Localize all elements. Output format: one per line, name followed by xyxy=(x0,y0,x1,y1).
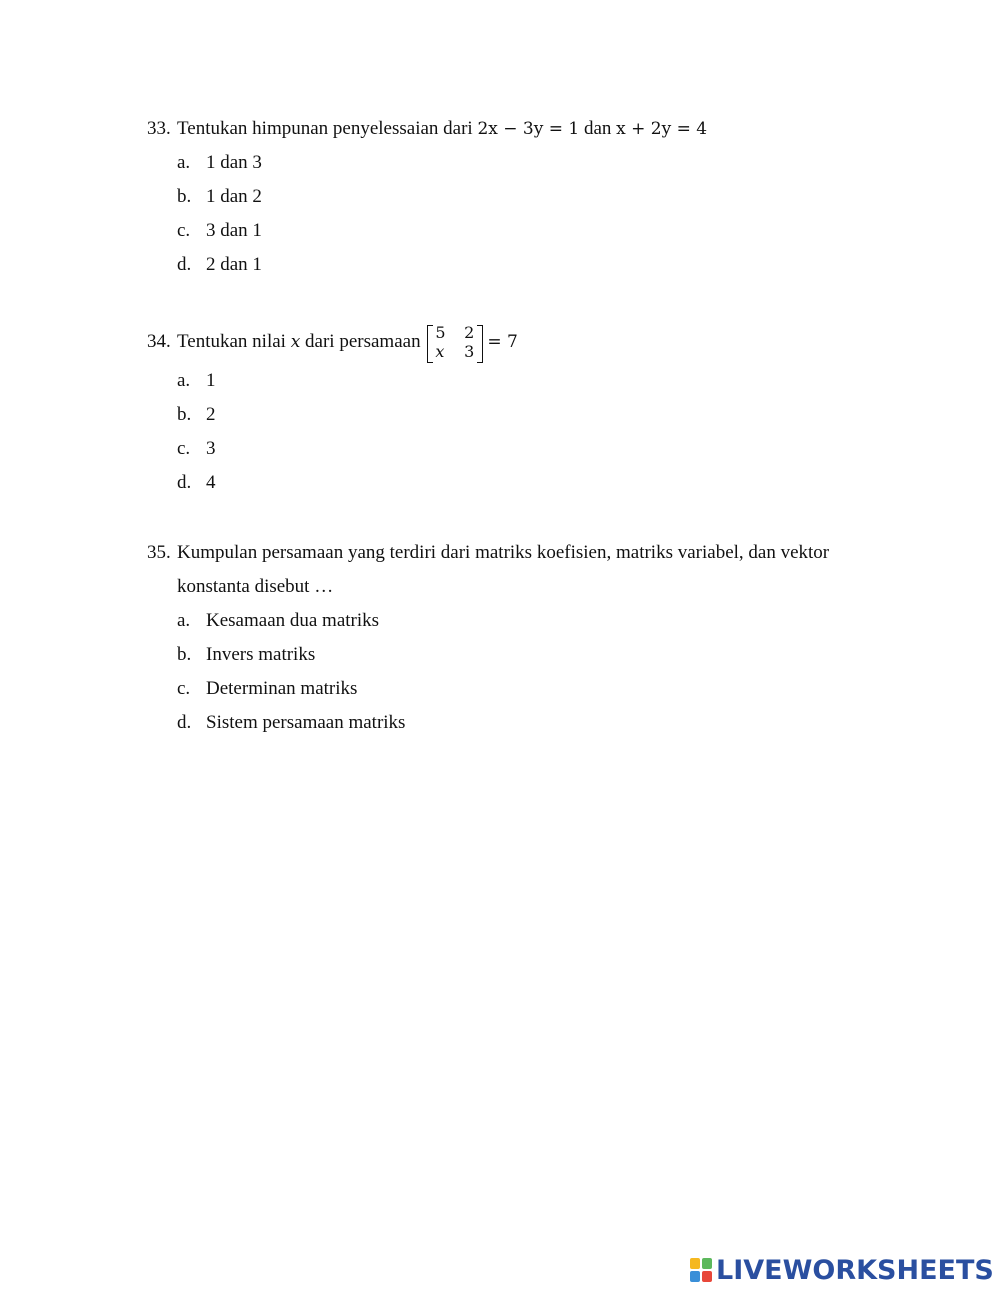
option-a[interactable] xyxy=(147,146,867,180)
option-letter: c. xyxy=(177,438,191,459)
question-number: 34. xyxy=(147,331,171,352)
question-text: Kumpulan persamaan yang terdiri dari matriks koefisien, matriks variabel, dan vektor xyxy=(177,542,830,563)
question-34 xyxy=(147,320,867,500)
option-letter: b. xyxy=(177,644,192,665)
option-text: 1 xyxy=(206,370,216,391)
option-text: 1 dan 3 xyxy=(206,152,262,173)
option-d[interactable] xyxy=(147,706,867,740)
option-text: Sistem persamaan matriks xyxy=(206,712,406,733)
option-letter: a. xyxy=(177,370,191,391)
option-text: Invers matriks xyxy=(206,644,316,665)
option-d[interactable] xyxy=(147,466,867,500)
option-text: 1 dan 2 xyxy=(206,186,262,207)
variable-x: x xyxy=(290,332,301,352)
question-text-after: dari persamaan xyxy=(300,331,426,352)
option-b[interactable] xyxy=(147,638,867,672)
matrix-cell-11: 5 xyxy=(435,322,446,342)
logo-mark-square xyxy=(690,1271,700,1282)
question-text-continued: konstanta disebut … xyxy=(177,576,334,597)
logo-mark-square xyxy=(702,1271,712,1282)
question-33-stem xyxy=(147,112,867,146)
option-text: 3 dan 1 xyxy=(206,220,262,241)
option-b[interactable] xyxy=(147,180,867,214)
question-34-stem xyxy=(147,320,867,364)
logo-mark-icon xyxy=(690,1258,712,1282)
option-letter: d. xyxy=(177,472,192,493)
connector-text: dan xyxy=(579,118,617,139)
option-letter: d. xyxy=(177,712,192,733)
question-35-stem xyxy=(147,536,867,570)
option-d[interactable] xyxy=(147,248,867,282)
question-text: Tentukan nilai xyxy=(177,331,291,352)
option-letter: b. xyxy=(177,186,192,207)
option-letter: d. xyxy=(177,254,192,275)
option-letter: b. xyxy=(177,404,192,425)
question-35-stem-continued xyxy=(147,570,867,604)
option-letter: a. xyxy=(177,610,191,631)
right-bracket xyxy=(477,325,483,363)
logo-mark-square xyxy=(690,1258,700,1269)
logo-text: LIVEWORKSHEETS xyxy=(716,1254,994,1286)
option-b[interactable] xyxy=(147,398,867,432)
option-letter: a. xyxy=(177,152,191,173)
options-list xyxy=(147,146,867,282)
question-text: Tentukan himpunan penyelessaian dari xyxy=(177,118,478,139)
option-text: 4 xyxy=(206,472,216,493)
equation-2: x + 2y = 4 xyxy=(616,119,708,139)
matrix xyxy=(427,323,483,363)
matrix-cell-22: 3 xyxy=(464,341,475,361)
options-list xyxy=(147,604,867,740)
option-c[interactable] xyxy=(147,672,867,706)
option-text: Kesamaan dua matriks xyxy=(206,610,380,631)
option-c[interactable] xyxy=(147,432,867,466)
option-text: 3 xyxy=(206,438,216,459)
option-text: Determinan matriks xyxy=(206,678,358,699)
question-number: 33. xyxy=(147,118,171,139)
equals-text: = 7 xyxy=(487,332,518,352)
option-letter: c. xyxy=(177,220,191,241)
option-text: 2 xyxy=(206,404,216,425)
logo-mark-square xyxy=(702,1258,712,1269)
option-a[interactable] xyxy=(147,364,867,398)
left-bracket xyxy=(427,325,433,363)
option-c[interactable] xyxy=(147,214,867,248)
option-letter: c. xyxy=(177,678,191,699)
options-list xyxy=(147,364,867,500)
question-number: 35. xyxy=(147,542,171,563)
equation-1: 2x − 3y = 1 xyxy=(477,119,580,139)
option-text: 2 dan 1 xyxy=(206,254,262,275)
option-a[interactable] xyxy=(147,604,867,638)
liveworksheets-logo xyxy=(690,1254,994,1286)
question-35 xyxy=(147,536,867,740)
question-33 xyxy=(147,112,867,282)
matrix-cell-12: 2 xyxy=(464,322,475,342)
matrix-cell-21: x xyxy=(435,341,445,361)
